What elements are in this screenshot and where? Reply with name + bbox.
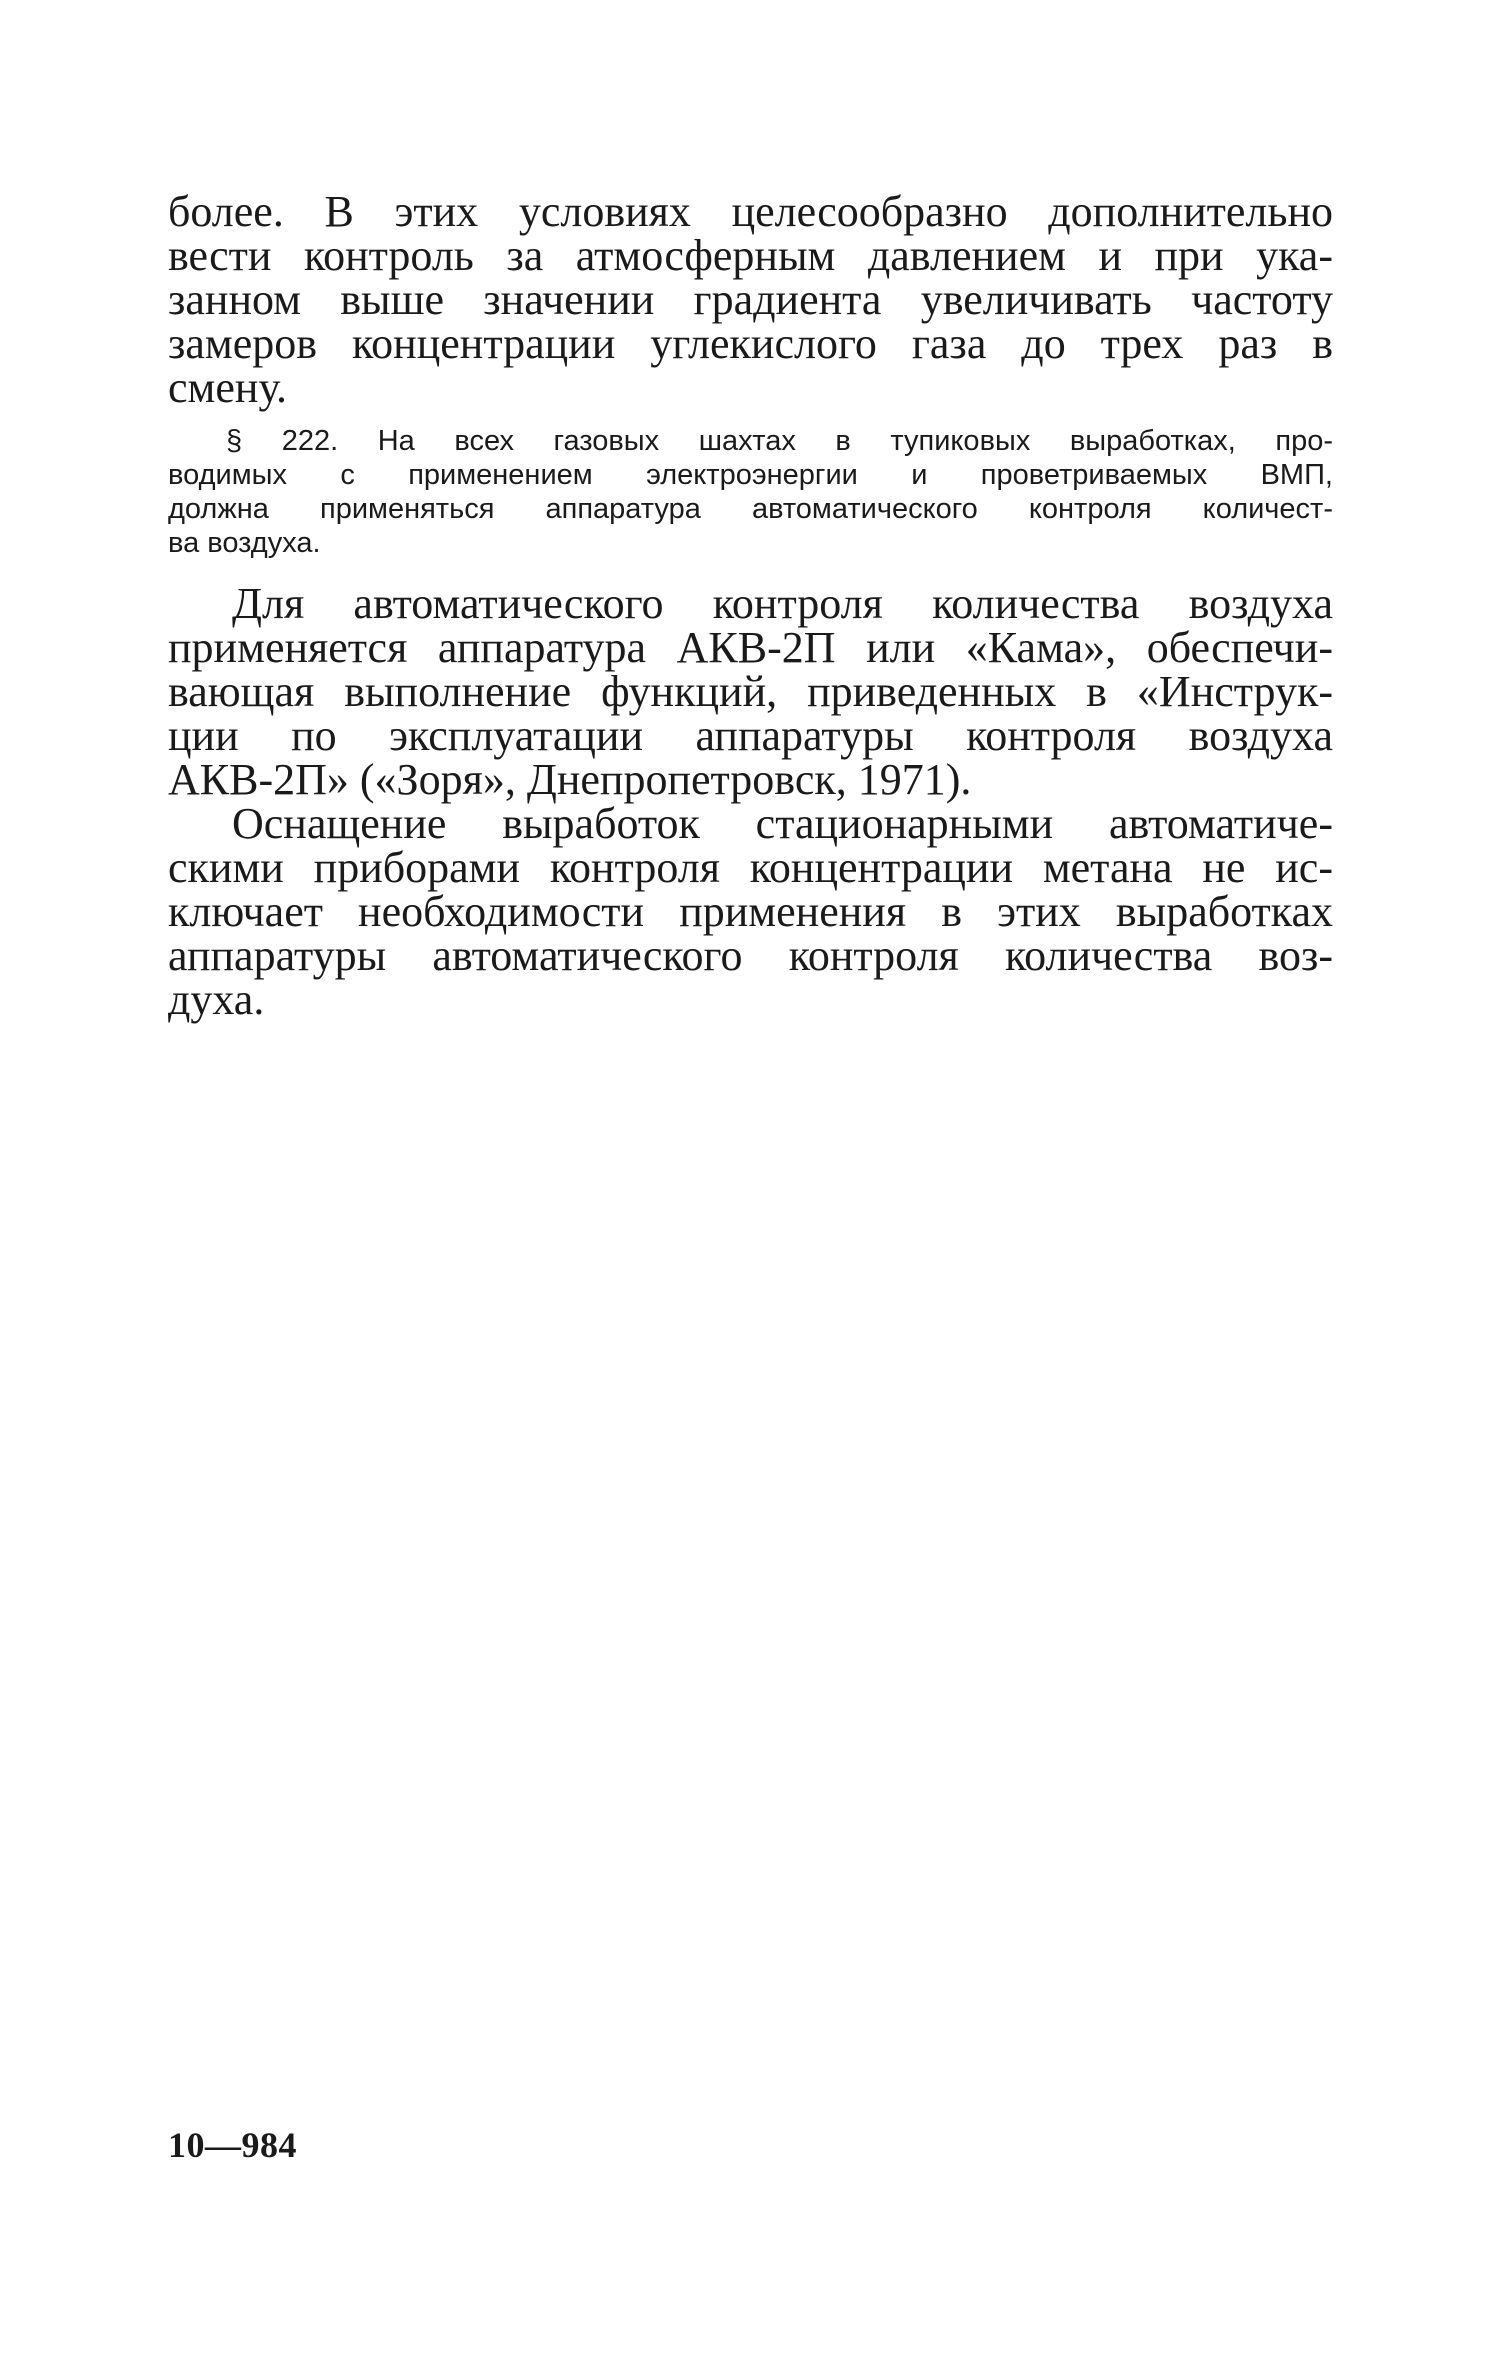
text-line: Оснащение выработок стационарными автоматиче- — [232, 799, 1333, 848]
text-line: вести контроль за атмосферным давлением и при ука- — [168, 231, 1333, 280]
text-line: скими приборами контроля концентрации метана не ис- — [168, 843, 1333, 892]
text-line: вающая выполнение функций, приведенных в «Инструк- — [168, 667, 1333, 716]
text-line: ключает необходимости применения в этих выработках — [168, 887, 1333, 936]
text-line: занном выше значении градиента увеличивать частоту — [168, 275, 1333, 324]
text-line: более. В этих условиях целесообразно дополнительно — [168, 187, 1333, 236]
text-line: ва воздуха. — [168, 527, 321, 559]
text-line: аппаратуры автоматического контроля количества воз- — [168, 931, 1333, 980]
text-line: смену. — [168, 363, 288, 412]
text-line: замеров концентрации углекислого газа до трех раз в — [168, 319, 1333, 368]
text-line: Для автоматического контроля количества воздуха — [232, 579, 1333, 628]
text-line: § 222. На всех газовых шахтах в тупиковых выработках, про- — [226, 425, 1333, 457]
text-line: ции по эксплуатации аппаратуры контроля воздуха — [168, 711, 1333, 760]
text-line: водимых с применением электроэнергии и проветриваемых ВМП, — [168, 459, 1333, 491]
signature-mark: 10—984 — [168, 2125, 297, 2165]
text-line: АКВ-2П» («Зоря», Днепропетровск, 1971). — [168, 755, 972, 804]
text-line: должна применяться аппаратура автоматического контроля количест- — [168, 493, 1333, 525]
text-line: применяется аппаратура АКВ-2П или «Кама», обеспечи- — [168, 623, 1333, 672]
text-line: духа. — [168, 975, 265, 1024]
